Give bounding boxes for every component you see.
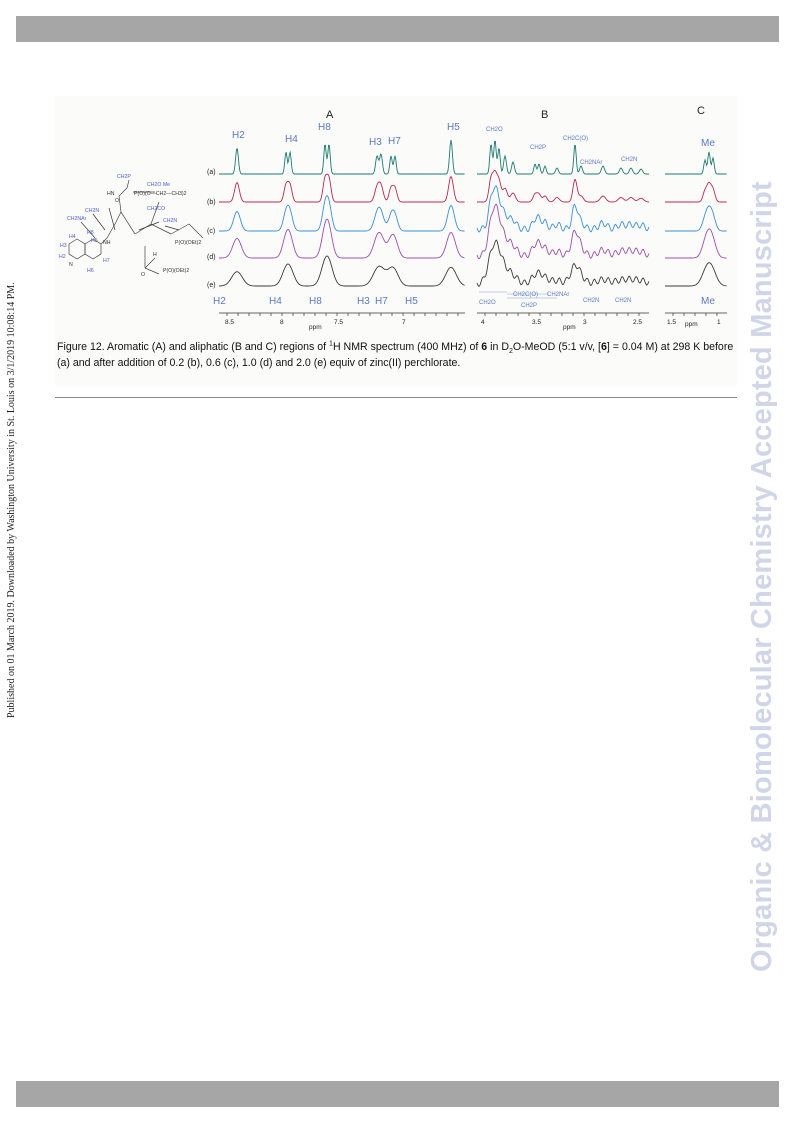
caption-part2: H NMR spectrum (400 MHz) of (332, 341, 482, 353)
caption-part1: Figure 12. Aromatic (A) and aliphatic (B and C) regions of (57, 341, 330, 353)
spectrum-trace-e (477, 240, 649, 286)
tick-a-7-5: 7.5 (334, 319, 344, 326)
caption-sub1: 2 (509, 348, 513, 356)
tick-b-3: 3 (583, 319, 587, 326)
label-hn: HN (107, 191, 115, 197)
label-nh: NH (103, 240, 111, 246)
tick-a-7: 7 (402, 319, 406, 326)
spectrum-trace-d (665, 229, 727, 258)
panel-a-top-h4: H4 (285, 134, 298, 145)
footer-bar (16, 1081, 779, 1107)
panel-a-bottom-h3: H3 (357, 296, 370, 307)
trace-label-e: (e) (207, 282, 216, 289)
figure-caption (57, 339, 735, 371)
spectrum-trace-d (219, 219, 465, 258)
label-ch2n-right: CH2N (163, 218, 178, 224)
panel-b-top-ch2p: CH2P (530, 145, 547, 151)
trace-label-d: (d) (207, 254, 216, 261)
panel-a-top-h5: H5 (447, 122, 460, 133)
panel-title-b: B (541, 109, 549, 121)
label-n1: N (69, 262, 73, 268)
panel-b-bottom-ch2p: CH2P (521, 303, 538, 309)
spectrum-trace-a (665, 152, 727, 174)
caption-part3: in D (487, 341, 509, 353)
panel-a-bottom-h2: H2 (213, 296, 226, 307)
label-p-oet-1: P(O)(OEt)2 (175, 240, 202, 246)
panel-a-bottom-h4: H4 (269, 296, 282, 307)
panel-a-top-h2: H2 (232, 130, 245, 141)
label-h3: H3 (60, 243, 67, 249)
publication-side-note: Published on 01 March 2019. Downloaded by Washington University in St. Louis on 3/1/2019 10:08:14 PM. (6, 282, 17, 718)
label-ch2o-me: CH2O Me (147, 182, 171, 188)
axis-tick-labels (225, 319, 721, 331)
caption-part4: O-MeOD (5:1 v/v, [ (512, 341, 602, 353)
panel-c-labels (701, 138, 715, 307)
caption-sup1: 1 (329, 340, 333, 348)
label-ch2co: CH2CO (147, 206, 166, 212)
panel-c-bottom-me: Me (701, 296, 715, 307)
label-ch2n-top: CH2N (85, 208, 100, 214)
journal-watermark: Organic & Biomolecular Chemistry Accepted Manuscript (746, 181, 778, 972)
panel-b-bottom-ch2n-1: CH2N (583, 298, 600, 304)
tick-c-1-5: 1.5 (667, 319, 677, 326)
axis-unit-b: ppm (563, 324, 576, 331)
label-o2: O (141, 272, 146, 278)
panel-a-top-h3: H3 (369, 137, 382, 148)
panel-a-top-h8: H8 (318, 122, 331, 133)
label-h2: H2 (59, 254, 66, 260)
label-ch2p: CH2P (117, 174, 131, 180)
label-h4: H4 (69, 234, 76, 240)
tick-b-3-5: 3.5 (532, 319, 542, 326)
panel-a-top-h7: H7 (388, 136, 401, 147)
label-hn2: H (153, 252, 157, 258)
panel-title-a: A (326, 109, 334, 121)
panel-a-labels (213, 122, 460, 307)
panel-c-top-me: Me (701, 138, 715, 149)
axis-unit-a: ppm (309, 324, 322, 331)
trace-label-a: (a) (207, 169, 216, 176)
nmr-figure-svg (55, 96, 737, 332)
spectrum-trace-c (219, 196, 465, 231)
panel-a-bottom-h7: H7 (375, 296, 388, 307)
label-h7: H7 (103, 258, 110, 264)
panel-b-top-ch2n: CH2N (621, 157, 638, 163)
label-h6: H6 (87, 268, 94, 274)
spectrum-trace-b (219, 174, 465, 202)
tick-c-1: 1 (717, 319, 721, 326)
spectrum-traces (219, 140, 727, 286)
tick-a-8: 8 (280, 319, 284, 326)
section-divider (55, 397, 737, 398)
panel-b-bottom-ch2o: CH2O (479, 300, 496, 306)
caption-bold2: 6 (601, 341, 607, 353)
spectrum-trace-e (219, 256, 465, 286)
spectrum-trace-e (665, 263, 727, 286)
tick-a-8-5: 8.5 (225, 319, 235, 326)
caption-part5: ] = 0.04 M) at 298 K before (a) and after addition of 0.2 (b), 0.6 (c), 1.0 (d) and 2.0 (e) equiv of zinc(II) perchlorate. (57, 341, 734, 369)
spectrum-trace-a (219, 140, 465, 174)
spectrum-trace-d (477, 204, 649, 259)
panel-b-bottom-ch2co: CH2C(O) (513, 292, 538, 298)
panel-a-bottom-h8: H8 (309, 296, 322, 307)
tick-b-4: 4 (481, 319, 485, 326)
axes (219, 313, 727, 316)
caption-bold1: 6 (481, 341, 488, 353)
panel-a-bottom-h5: H5 (405, 296, 418, 307)
label-h5: H5 (91, 238, 98, 244)
label-ch2nar: CH2NAr (67, 216, 87, 222)
spectrum-trace-c (665, 206, 727, 231)
spectrum-trace-c (477, 186, 649, 232)
trace-labels (207, 169, 216, 289)
axis-unit-c: ppm (685, 321, 698, 328)
label-p-oet-2: P(O)(OEt)2 (163, 268, 190, 274)
header-bar (16, 16, 779, 42)
panel-title-c: C (697, 105, 705, 117)
spectrum-trace-b (477, 170, 649, 202)
label-h8: H8 (87, 230, 94, 236)
tick-b-2-5: 2.5 (633, 319, 643, 326)
panel-b-bottom-ch2n-2: CH2N (615, 298, 632, 304)
spectrum-trace-b (665, 182, 727, 202)
panel-b-top-ch2co: CH2C(O) (563, 136, 588, 142)
trace-label-b: (b) (207, 199, 216, 206)
panel-b-bottom-ch2nar: CH2NAr (547, 292, 570, 298)
trace-label-c: (c) (207, 228, 216, 235)
label-o1: O (115, 198, 120, 204)
panel-b-top-ch2nar: CH2NAr (580, 160, 603, 166)
label-phos-ester: P(O)(O—CH2—CH3)2 (134, 191, 187, 197)
panel-b-top-ch2o: CH2O (486, 127, 503, 133)
